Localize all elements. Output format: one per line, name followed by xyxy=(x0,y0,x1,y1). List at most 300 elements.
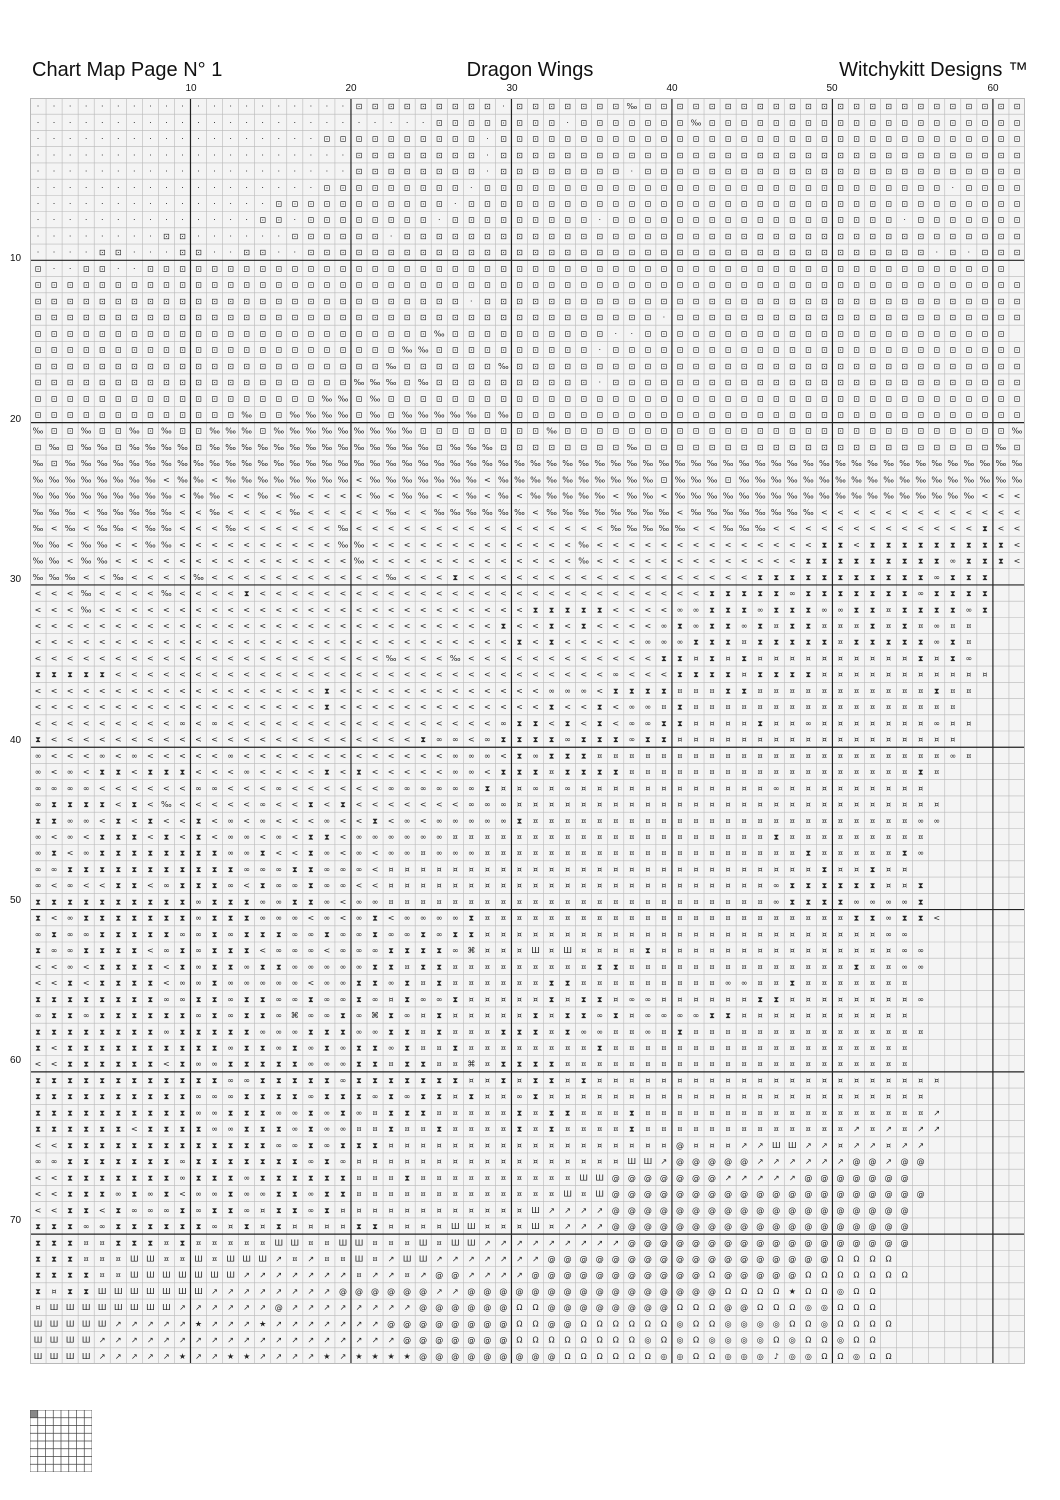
stitch-symbol: ¤ xyxy=(501,784,506,793)
stitch-symbol: ⊡ xyxy=(789,427,796,436)
stitch-symbol: ¤ xyxy=(902,735,907,744)
stitch-symbol: ⊡ xyxy=(933,427,940,436)
stitch-symbol: ¤ xyxy=(613,816,618,825)
stitch-symbol: ⧗ xyxy=(822,881,828,890)
stitch-symbol: < xyxy=(67,686,74,695)
stitch-symbol: ¤ xyxy=(533,833,538,842)
stitch-symbol: ↗ xyxy=(99,1336,106,1345)
stitch-symbol: · xyxy=(486,167,489,176)
stitch-symbol: ⧗ xyxy=(533,768,539,777)
stitch-symbol: ⧗ xyxy=(565,1027,571,1036)
stitch-symbol: ¤ xyxy=(886,962,891,971)
stitch-symbol: ‰ xyxy=(450,654,461,663)
stitch-symbol: ⊡ xyxy=(677,443,684,452)
stitch-symbol: ¤ xyxy=(854,751,859,760)
stitch-symbol: ⊡ xyxy=(484,281,491,290)
stitch-symbol: ¤ xyxy=(693,1125,698,1134)
stitch-symbol: < xyxy=(645,589,652,598)
stitch-symbol: ¤ xyxy=(902,719,907,728)
stitch-symbol: < xyxy=(741,573,748,582)
stitch-symbol: · xyxy=(37,135,40,144)
stitch-symbol: < xyxy=(789,524,796,533)
stitch-symbol: < xyxy=(372,508,379,517)
stitch-symbol: ⊡ xyxy=(661,102,668,111)
stitch-symbol: @ xyxy=(836,1206,844,1215)
stitch-symbol: ⊡ xyxy=(195,411,202,420)
stitch-symbol: ¤ xyxy=(565,881,570,890)
stitch-symbol: < xyxy=(195,557,202,566)
stitch-symbol: ⧗ xyxy=(83,670,89,679)
stitch-symbol: ⊡ xyxy=(933,183,940,192)
stitch-symbol: ∞ xyxy=(324,995,331,1004)
stitch-symbol: Ω xyxy=(853,1319,859,1328)
stitch-symbol: ‰ xyxy=(161,459,172,468)
stitch-symbol: Ω xyxy=(516,1336,522,1345)
stitch-symbol: · xyxy=(261,232,264,241)
stitch-symbol: ¤ xyxy=(902,1044,907,1053)
stitch-symbol: ¤ xyxy=(597,1141,602,1150)
stitch-symbol: ⊡ xyxy=(853,216,860,225)
stitch-symbol: @ xyxy=(869,1157,877,1166)
stitch-symbol: ⊡ xyxy=(965,443,972,452)
stitch-symbol: ¤ xyxy=(806,1108,811,1117)
stitch-symbol: Ω xyxy=(613,1336,619,1345)
stitch-symbol: ⊡ xyxy=(67,329,74,338)
stitch-symbol: ⧗ xyxy=(292,1076,298,1085)
stitch-symbol: < xyxy=(131,654,138,663)
stitch-symbol: ⊡ xyxy=(420,427,427,436)
stitch-symbol: · xyxy=(502,102,505,111)
stitch-symbol: @ xyxy=(740,1303,748,1312)
stitch-symbol: ⊡ xyxy=(901,183,908,192)
stitch-symbol: ∞ xyxy=(532,751,539,760)
stitch-symbol: ⧗ xyxy=(709,605,715,614)
stitch-symbol: ‰ xyxy=(354,443,365,452)
stitch-symbol: < xyxy=(452,589,459,598)
stitch-symbol: ⧗ xyxy=(228,1027,234,1036)
stitch-symbol: < xyxy=(564,573,571,582)
stitch-symbol: ‰ xyxy=(386,475,397,484)
stitch-symbol: ∞ xyxy=(340,995,347,1004)
stitch-symbol: · xyxy=(37,232,40,241)
stitch-symbol: @ xyxy=(788,1206,796,1215)
stitch-symbol: ↗ xyxy=(901,1141,908,1150)
stitch-symbol: < xyxy=(404,605,411,614)
stitch-symbol: ⧗ xyxy=(340,1011,346,1020)
stitch-symbol: ‰ xyxy=(65,492,76,501)
stitch-symbol: Ω xyxy=(886,1319,892,1328)
stitch-symbol: ¤ xyxy=(918,833,923,842)
stitch-symbol: < xyxy=(596,686,603,695)
stitch-symbol: ⊡ xyxy=(452,264,459,273)
stitch-symbol: < xyxy=(195,589,202,598)
stitch-symbol: < xyxy=(179,735,186,744)
stitch-symbol: ⊡ xyxy=(869,167,876,176)
stitch-symbol: ↗ xyxy=(388,1255,395,1264)
stitch-symbol: ⊡ xyxy=(709,297,716,306)
stitch-symbol: ⊡ xyxy=(548,151,555,160)
stitch-symbol: ⊡ xyxy=(821,135,828,144)
stitch-symbol: ¤ xyxy=(228,1238,233,1247)
stitch-symbol: ⊡ xyxy=(195,427,202,436)
stitch-symbol: ⧗ xyxy=(308,881,314,890)
stitch-symbol: ∞ xyxy=(340,1044,347,1053)
stitch-symbol: · xyxy=(294,135,297,144)
stitch-symbol: ⧗ xyxy=(67,1011,73,1020)
stitch-symbol: ⊡ xyxy=(580,346,587,355)
stitch-symbol: ⊡ xyxy=(645,248,652,257)
stitch-symbol: ⊡ xyxy=(949,135,956,144)
stitch-symbol: ¤ xyxy=(822,979,827,988)
stitch-symbol: ¤ xyxy=(742,849,747,858)
stitch-symbol: ¤ xyxy=(886,719,891,728)
stitch-symbol: ↗ xyxy=(372,1303,379,1312)
stitch-symbol: ⧗ xyxy=(180,849,186,858)
stitch-symbol: ¤ xyxy=(902,768,907,777)
stitch-symbol: · xyxy=(566,118,569,127)
stitch-symbol: < xyxy=(131,557,138,566)
stitch-symbol: ⧗ xyxy=(741,605,747,614)
stitch-symbol: ⧗ xyxy=(132,800,138,809)
stitch-symbol: ⊡ xyxy=(612,378,619,387)
stitch-symbol: ⊡ xyxy=(596,232,603,241)
stitch-symbol: ‰ xyxy=(209,459,220,468)
stitch-symbol: ⧗ xyxy=(260,1141,266,1150)
stitch-symbol: < xyxy=(436,492,443,501)
stitch-symbol: ¤ xyxy=(485,1108,490,1117)
stitch-symbol: ↗ xyxy=(243,1287,250,1296)
stitch-symbol: @ xyxy=(740,1238,748,1247)
stitch-symbol: ⧗ xyxy=(148,897,154,906)
stitch-symbol: ⊡ xyxy=(901,394,908,403)
stitch-symbol: ∞ xyxy=(612,670,619,679)
stitch-symbol: Ш xyxy=(146,1271,155,1280)
stitch-symbol: ⊡ xyxy=(628,313,635,322)
stitch-symbol: < xyxy=(115,622,122,631)
stitch-symbol: ⊡ xyxy=(773,443,780,452)
stitch-symbol: < xyxy=(982,508,989,517)
stitch-symbol: ⊡ xyxy=(580,248,587,257)
stitch-symbol: ‰ xyxy=(947,459,958,468)
stitch-symbol: · xyxy=(53,200,56,209)
stitch-symbol: Ω xyxy=(805,1319,811,1328)
stitch-symbol: < xyxy=(500,654,507,663)
stitch-symbol: ⊡ xyxy=(677,248,684,257)
stitch-symbol: ¤ xyxy=(164,1238,169,1247)
stitch-symbol: ¤ xyxy=(661,962,666,971)
stitch-symbol: ⊡ xyxy=(741,167,748,176)
stitch-symbol: ⧗ xyxy=(902,622,908,631)
stitch-symbol: ⊡ xyxy=(725,183,732,192)
stitch-symbol: Ω xyxy=(869,1319,875,1328)
stitch-symbol: ⧗ xyxy=(164,1011,170,1020)
stitch-symbol: < xyxy=(195,654,202,663)
stitch-symbol: ‰ xyxy=(370,411,381,420)
stitch-symbol: ⧗ xyxy=(581,1076,587,1085)
stitch-symbol: @ xyxy=(515,1287,523,1296)
stitch-symbol: Ш xyxy=(563,946,572,955)
stitch-symbol: ↗ xyxy=(532,1255,539,1264)
stitch-symbol: ⊡ xyxy=(612,102,619,111)
stitch-symbol: ∞ xyxy=(291,979,298,988)
stitch-symbol: ‰ xyxy=(257,475,268,484)
stitch-symbol: ‰ xyxy=(691,508,702,517)
stitch-symbol: ⊡ xyxy=(837,118,844,127)
stitch-symbol: ⧗ xyxy=(517,719,523,728)
stitch-symbol: ⧗ xyxy=(854,557,860,566)
stitch-symbol: ⧗ xyxy=(212,1027,218,1036)
stitch-symbol: ⊡ xyxy=(998,216,1005,225)
stitch-symbol: ⊡ xyxy=(998,394,1005,403)
stitch-symbol: ⧗ xyxy=(324,768,330,777)
stitch-symbol: ⊡ xyxy=(885,297,892,306)
stitch-symbol: ⊡ xyxy=(917,118,924,127)
stitch-symbol: ¤ xyxy=(549,1092,554,1101)
stitch-symbol: @ xyxy=(724,1255,732,1264)
stitch-symbol: ⊡ xyxy=(596,248,603,257)
stitch-symbol: ‰ xyxy=(193,492,204,501)
stitch-symbol: ‰ xyxy=(305,427,316,436)
stitch-symbol: ¤ xyxy=(501,930,506,939)
stitch-symbol: ¤ xyxy=(742,735,747,744)
stitch-symbol: ¤ xyxy=(613,946,618,955)
stitch-symbol: ⊡ xyxy=(596,102,603,111)
stitch-symbol: ⊡ xyxy=(115,297,122,306)
stitch-symbol: ‰ xyxy=(354,378,365,387)
stitch-symbol: ⊡ xyxy=(356,248,363,257)
stitch-symbol: ¤ xyxy=(742,638,747,647)
stitch-symbol: Ω xyxy=(645,1352,651,1361)
stitch-symbol: ¤ xyxy=(453,1190,458,1199)
stitch-symbol: ◎ xyxy=(741,1352,748,1361)
stitch-symbol: ∞ xyxy=(259,800,266,809)
stitch-symbol: ⊡ xyxy=(564,346,571,355)
stitch-symbol: ¤ xyxy=(517,1157,522,1166)
stitch-symbol: ∞ xyxy=(291,881,298,890)
stitch-symbol: ⧗ xyxy=(436,962,442,971)
stitch-symbol: < xyxy=(51,686,58,695)
stitch-symbol: · xyxy=(37,102,40,111)
stitch-symbol: < xyxy=(99,1206,106,1215)
stitch-symbol: ⧗ xyxy=(372,1076,378,1085)
stitch-symbol: ‰ xyxy=(980,459,991,468)
stitch-symbol: ¤ xyxy=(886,946,891,955)
stitch-symbol: < xyxy=(356,751,363,760)
stitch-symbol: ⊡ xyxy=(837,411,844,420)
stitch-symbol: ¤ xyxy=(372,1206,377,1215)
stitch-symbol: ¤ xyxy=(677,1108,682,1117)
stitch-symbol: ¤ xyxy=(84,1238,89,1247)
stitch-symbol: ⧗ xyxy=(228,865,234,874)
stitch-symbol: ‰ xyxy=(129,492,140,501)
stitch-symbol: ⊡ xyxy=(789,200,796,209)
stitch-symbol: ⧗ xyxy=(549,751,555,760)
stitch-symbol: ¤ xyxy=(822,622,827,631)
stitch-symbol: ⊡ xyxy=(275,362,282,371)
stitch-symbol: @ xyxy=(628,1303,636,1312)
stitch-symbol: ⊡ xyxy=(661,427,668,436)
stitch-symbol: ¤ xyxy=(597,865,602,874)
stitch-symbol: ∞ xyxy=(243,979,250,988)
stitch-symbol: ⧗ xyxy=(597,1044,603,1053)
stitch-symbol: ∞ xyxy=(436,914,443,923)
stitch-symbol: ⊡ xyxy=(853,248,860,257)
stitch-symbol: ‰ xyxy=(418,378,429,387)
stitch-symbol: ⊡ xyxy=(291,362,298,371)
stitch-symbol: ⧗ xyxy=(356,768,362,777)
stitch-symbol: ‰ xyxy=(161,427,172,436)
stitch-symbol: ¤ xyxy=(870,768,875,777)
stitch-symbol: ¤ xyxy=(372,1255,377,1264)
stitch-symbol: ⊡ xyxy=(243,313,250,322)
stitch-symbol: ⧗ xyxy=(164,1222,170,1231)
stitch-symbol: ¤ xyxy=(533,1157,538,1166)
stitch-symbol: ‰ xyxy=(739,459,750,468)
stitch-symbol: ¤ xyxy=(726,1108,731,1117)
stitch-symbol: ⊡ xyxy=(612,281,619,290)
stitch-symbol: ⊡ xyxy=(516,102,523,111)
stitch-symbol: ⧗ xyxy=(212,1173,218,1182)
stitch-symbol: ⊡ xyxy=(580,443,587,452)
stitch-symbol: ∞ xyxy=(677,1011,684,1020)
stitch-symbol: < xyxy=(516,540,523,549)
stitch-symbol: ⧗ xyxy=(212,1011,218,1020)
stitch-symbol: ⊡ xyxy=(821,394,828,403)
stitch-symbol: ⧗ xyxy=(244,1044,250,1053)
stitch-symbol: ⊡ xyxy=(211,394,218,403)
stitch-symbol: ∞ xyxy=(885,914,892,923)
stitch-symbol: < xyxy=(468,638,475,647)
stitch-symbol: @ xyxy=(692,1206,700,1215)
stitch-symbol: · xyxy=(663,313,666,322)
stitch-symbol: ∞ xyxy=(340,1076,347,1085)
stitch-symbol: < xyxy=(275,719,282,728)
stitch-symbol: ⊡ xyxy=(324,216,331,225)
stitch-symbol: · xyxy=(229,118,232,127)
stitch-symbol: ¤ xyxy=(661,946,666,955)
stitch-symbol: < xyxy=(516,670,523,679)
stitch-symbol: < xyxy=(291,622,298,631)
stitch-symbol: ‰ xyxy=(386,573,397,582)
stitch-symbol: ‰ xyxy=(418,443,429,452)
stitch-symbol: @ xyxy=(644,1303,652,1312)
stitch-symbol: @ xyxy=(660,1222,668,1231)
stitch-symbol: < xyxy=(51,1173,58,1182)
stitch-symbol: ⧗ xyxy=(196,849,202,858)
stitch-symbol: ¤ xyxy=(902,816,907,825)
stitch-symbol: ⊡ xyxy=(917,264,924,273)
stitch-symbol: ⊡ xyxy=(452,232,459,241)
stitch-symbol: ◎ xyxy=(757,1352,764,1361)
stitch-symbol: ∞ xyxy=(211,1108,218,1117)
stitch-symbol: · xyxy=(53,135,56,144)
stitch-symbol: ⧗ xyxy=(597,962,603,971)
stitch-symbol: ¤ xyxy=(726,751,731,760)
stitch-symbol: · xyxy=(149,200,152,209)
stitch-symbol: · xyxy=(213,102,216,111)
stitch-symbol: ¤ xyxy=(693,719,698,728)
stitch-symbol: ‰ xyxy=(177,475,188,484)
stitch-symbol: ⊡ xyxy=(853,183,860,192)
stitch-symbol: ∞ xyxy=(211,784,218,793)
stitch-symbol: ‰ xyxy=(322,427,333,436)
stitch-symbol: ¤ xyxy=(485,865,490,874)
stitch-symbol: < xyxy=(452,605,459,614)
stitch-symbol: ¤ xyxy=(886,1108,891,1117)
stitch-symbol: ⊡ xyxy=(677,216,684,225)
stitch-symbol: ⧗ xyxy=(725,622,731,631)
stitch-symbol: ⊡ xyxy=(869,151,876,160)
stitch-symbol: ¤ xyxy=(645,768,650,777)
stitch-symbol: ⧗ xyxy=(228,1157,234,1166)
stitch-symbol: ⊡ xyxy=(901,232,908,241)
stitch-symbol: ⊡ xyxy=(420,297,427,306)
stitch-symbol: < xyxy=(789,540,796,549)
stitch-symbol: ⊡ xyxy=(35,329,42,338)
stitch-symbol: ⧗ xyxy=(404,1027,410,1036)
stitch-symbol: ⊡ xyxy=(163,394,170,403)
stitch-symbol: ⊡ xyxy=(404,135,411,144)
stitch-symbol: ⊡ xyxy=(837,200,844,209)
stitch-symbol: ∞ xyxy=(516,1092,523,1101)
stitch-symbol: ‰ xyxy=(370,475,381,484)
stitch-symbol: ⊡ xyxy=(677,135,684,144)
stitch-symbol: ∞ xyxy=(885,897,892,906)
stitch-symbol: ⊡ xyxy=(179,232,186,241)
stitch-symbol: Ш xyxy=(130,1271,139,1280)
stitch-symbol: < xyxy=(35,605,42,614)
stitch-symbol: ¤ xyxy=(501,897,506,906)
stitch-symbol: Ш xyxy=(531,1222,540,1231)
stitch-symbol: ★ xyxy=(789,1287,796,1296)
stitch-symbol: ∞ xyxy=(452,946,459,955)
stitch-symbol: ⊡ xyxy=(965,297,972,306)
stitch-symbol: ⊡ xyxy=(147,329,154,338)
stitch-symbol: ∞ xyxy=(917,816,924,825)
stitch-symbol: ⊡ xyxy=(661,297,668,306)
stitch-symbol: ⧗ xyxy=(292,1092,298,1101)
stitch-symbol: ¤ xyxy=(822,1076,827,1085)
stitch-symbol: ∞ xyxy=(83,784,90,793)
stitch-symbol: ¤ xyxy=(677,865,682,874)
stitch-symbol: · xyxy=(277,167,280,176)
stitch-symbol: ⧗ xyxy=(613,735,619,744)
stitch-symbol: ¤ xyxy=(774,686,779,695)
stitch-symbol: ⊡ xyxy=(693,378,700,387)
stitch-symbol: ⊡ xyxy=(99,248,106,257)
stitch-symbol: < xyxy=(147,686,154,695)
stitch-symbol: ⧗ xyxy=(806,670,812,679)
stitch-symbol: ⊡ xyxy=(51,329,58,338)
stitch-symbol: < xyxy=(340,557,347,566)
stitch-symbol: Ω xyxy=(853,1336,859,1345)
stitch-symbol: ¤ xyxy=(726,816,731,825)
stitch-symbol: Ш xyxy=(788,1141,797,1150)
stitch-symbol: ⊡ xyxy=(1014,200,1021,209)
stitch-symbol: < xyxy=(468,589,475,598)
stitch-symbol: ↗ xyxy=(291,1319,298,1328)
stitch-symbol: @ xyxy=(820,1206,828,1215)
stitch-symbol: ¤ xyxy=(645,849,650,858)
stitch-symbol: Ω xyxy=(805,1271,811,1280)
stitch-symbol: ¤ xyxy=(790,703,795,712)
stitch-symbol: ¤ xyxy=(180,1255,185,1264)
stitch-symbol: ¤ xyxy=(405,1238,410,1247)
stitch-symbol: ⧗ xyxy=(822,557,828,566)
stitch-symbol: < xyxy=(147,703,154,712)
stitch-symbol: ¤ xyxy=(485,1044,490,1053)
stitch-symbol: ⧗ xyxy=(148,1092,154,1101)
